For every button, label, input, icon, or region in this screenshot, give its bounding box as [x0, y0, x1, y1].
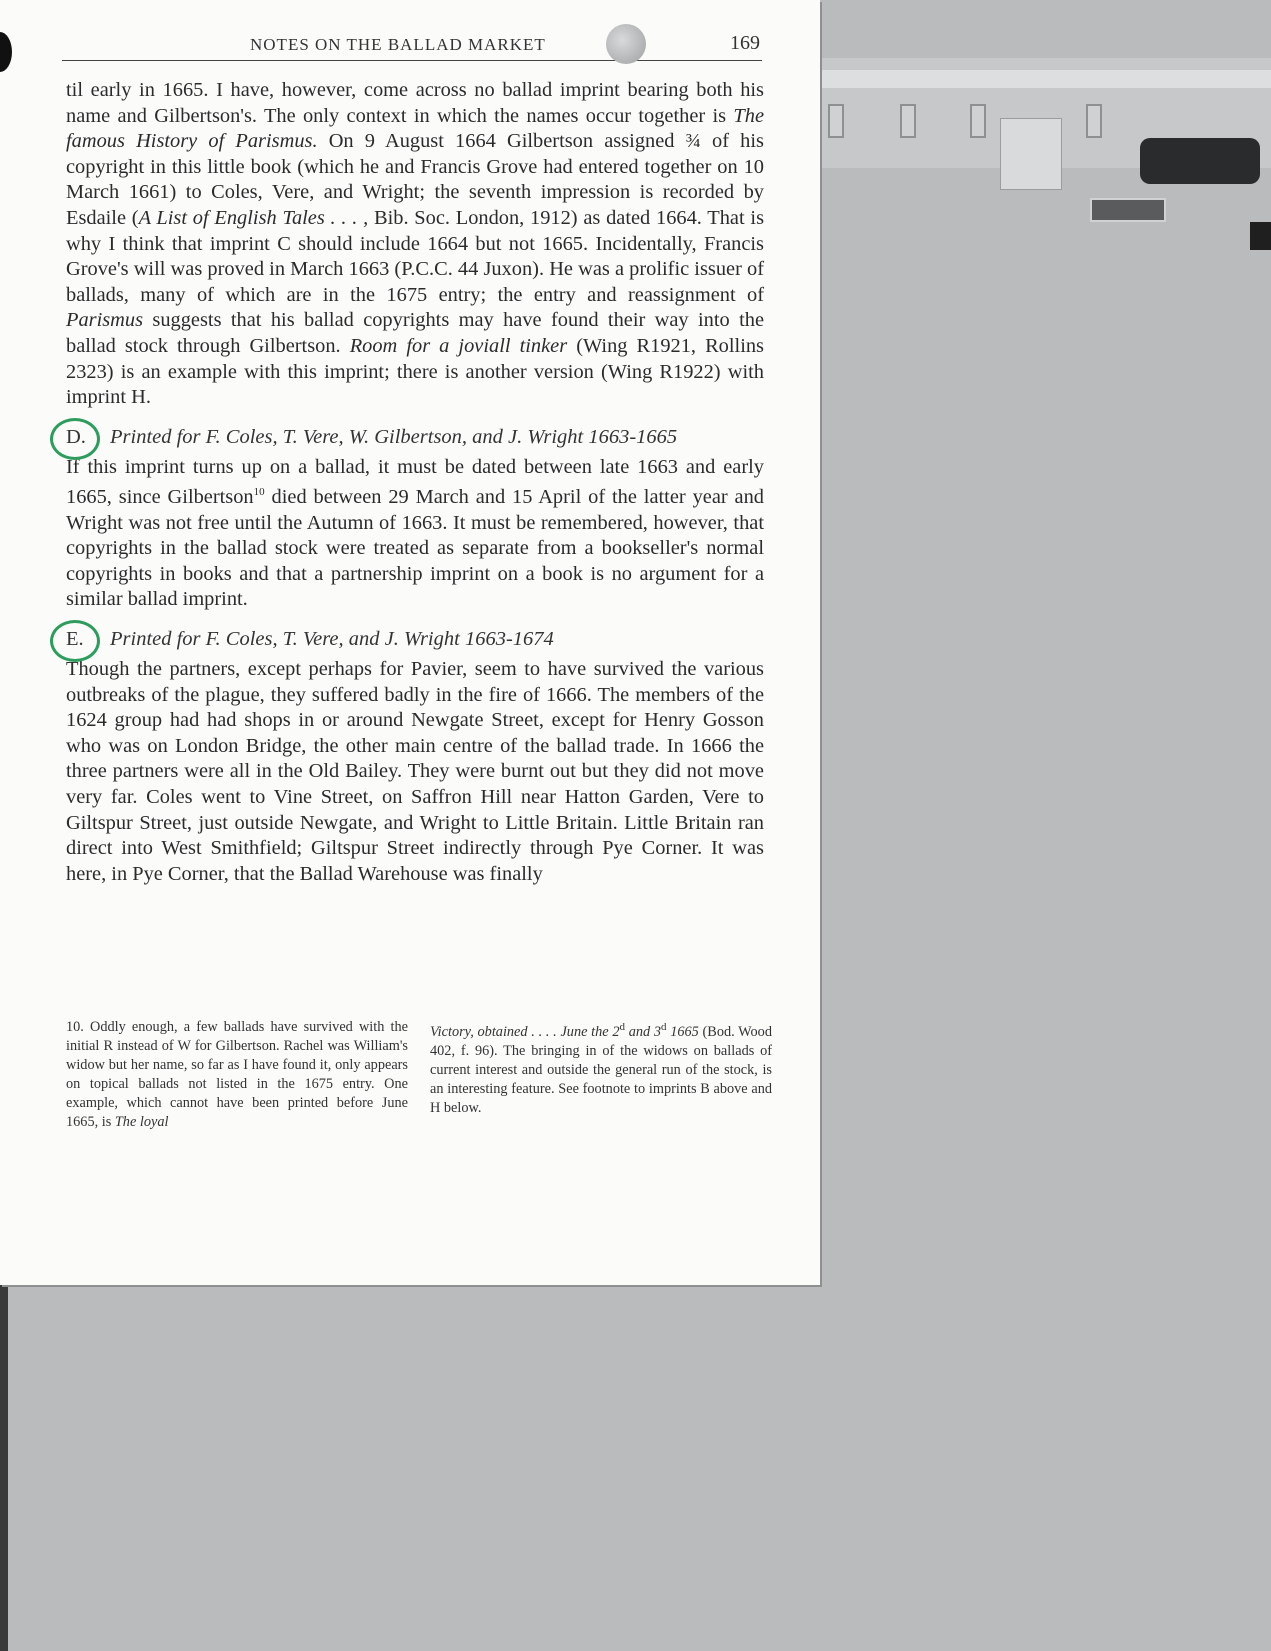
imprint-text: Printed for F. Coles, T. Vere, and J. Wright 1663-1674 — [110, 628, 554, 651]
scanner-notch — [1250, 222, 1271, 250]
body-text — [66, 78, 764, 887]
paragraph-3: Though the partners, except perhaps for Pavier, seem to have survived the various outbreaks of the plague, they suffered badly in the fire of 1666. The members of the 1624 group had had shops in or around Newgate Street, except for Henry Gosson who was on London Bridge, the other main centre of the ballad trade. In 1666 the three partners were all in the Old Bailey. They were burnt out but they did not move very far. Coles went to Vine Street, on Saffron Hill near Hatton Garden, Vere to Giltspur Street, just outside Newgate, and Wright to Little Britain. Little Britain ran direct into West Smithfield; Giltspur Street indirectly through Pye Corner. It was here, in Pye Corner, that the Ballad Warehouse was finally — [66, 658, 764, 885]
paragraph-2: If this imprint turns up on a ballad, it must be dated between late 1663 and early 1665, since Gilbertson$^{10}$ died between 29 March and 15 April of the latter year and Wright was not free until the Autumn of 1663. It must be remembered, however, that copyrights in the ballad stock were treated as separate from a bookseller's normal copyrights in books and that a partnership imprint on a book is no argument for a similar ballad imprint. — [66, 455, 764, 611]
page-shadow-edge — [0, 1285, 8, 1651]
scanner-slot — [1086, 104, 1102, 138]
footnote-ref: 10 — [253, 486, 265, 499]
binding-hole-icon — [0, 32, 12, 72]
scanner-light-band — [810, 70, 1271, 88]
page-header — [62, 30, 762, 61]
punch-hole-icon — [606, 24, 646, 64]
scanner-slot — [970, 104, 986, 138]
scanner-hinge-block — [1000, 118, 1062, 190]
scanner-dark-panel — [1090, 198, 1166, 222]
imprint-letter: D. — [66, 425, 86, 448]
imprint-text: Printed for F. Coles, T. Vere, W. Gilbertson, and J. Wright 1663-1665 — [110, 425, 678, 448]
paragraph-1: til early in 1665. I have, however, come across no ballad imprint bearing both his name and Gilbertson's. The only context in which the names occur together is The famous History of Parismus. On 9 August 1664 Gilbertson assigned ¾ of his copyright in this little book (which he and Francis Grove had entered together on 10 March 1661) to Coles, Vere, and Wright; the seventh impression is recorded by Esdaile (A List of English Tales . . . , Bib. Soc. London, 1912) as dated 1664. That is why I think that imprint C should include 1664 but not 1665. Incidentally, Francis Grove's will was proved in March 1663 (P.C.C. 44 Juxon). He was a prolific issuer of ballads, many of which are in the 1675 entry; the entry and reassignment of Parismus suggests that his ballad copyrights may have found their way into the ballad stock through Gilbertson. Room for a joviall tinker (Wing R1921, Rollins 2323) is an example with this imprint; there is another version (Wing R1922) with imprint H. — [66, 79, 765, 409]
scanner-roller — [1140, 138, 1260, 184]
scanner-slot — [828, 104, 844, 138]
imprint-d-heading — [66, 425, 764, 453]
imprint-letter: E. — [66, 628, 84, 651]
page-number: 169 — [730, 32, 760, 54]
scanner-slot — [900, 104, 916, 138]
footnote-column-right: Victory, obtained . . . . June the 2$^d$ and 3$^d$ 1665 (Bod. Wood 402, f. 96). The bringing in of the widows on ballads of current interest and outside the general run of the stock, is an interesting feature. See footnote to imprints B above and H below. — [430, 1021, 772, 1116]
running-head: NOTES ON THE BALLAD MARKET — [250, 35, 546, 54]
footnote-column-left: 10. Oddly enough, a few ballads have survived with the initial R instead of W for Gilbertson. Rachel was William's widow but her name, so far as I have found it, only appears on topical ballads not listed in the 1675 entry. One example, which cannot have been printed before June 1665, is The loyal — [66, 1019, 408, 1130]
imprint-e-heading — [66, 627, 764, 655]
